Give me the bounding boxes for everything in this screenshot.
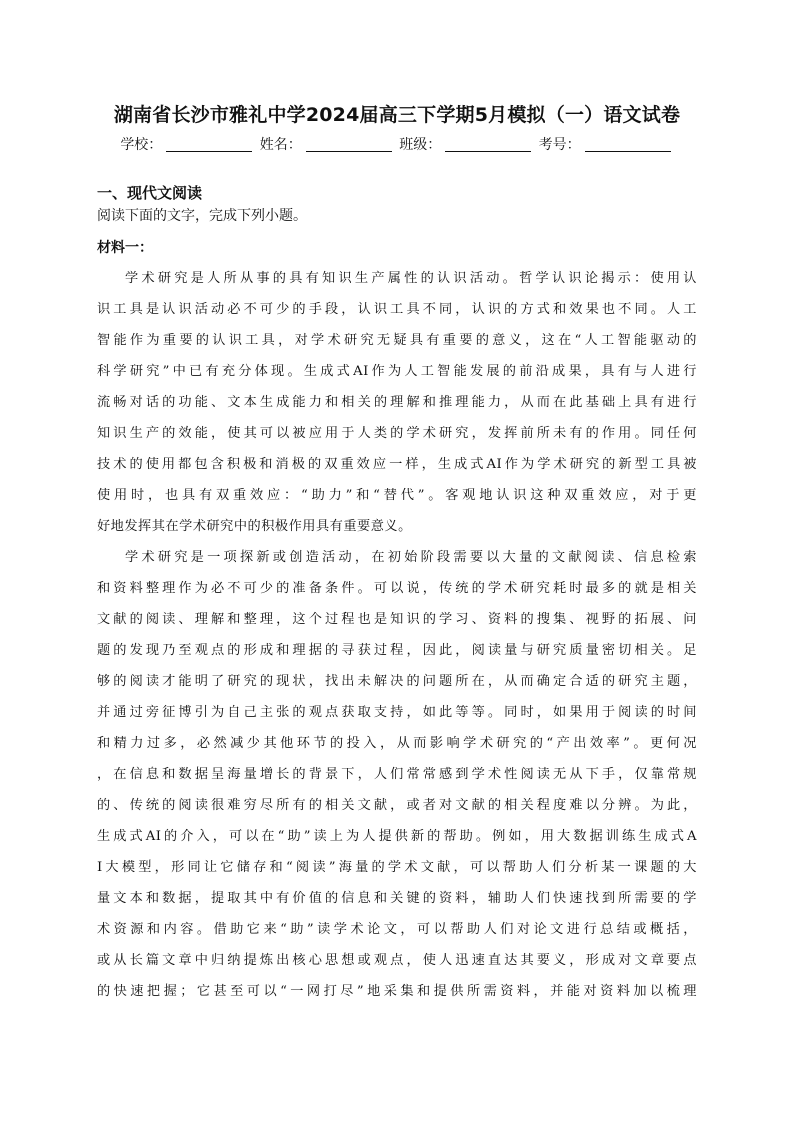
paragraph-line: 够的阅读才能明了研究的现状，找出未解决的问题所在，从而确定合适的研究主题，	[97, 674, 697, 689]
document-title: 湖南省长沙市雅礼中学2024届高三下学期5月模拟（一）语文试卷	[113, 104, 681, 126]
paragraph-1	[97, 263, 697, 542]
section-heading: 一、现代文阅读	[97, 184, 203, 202]
paragraph-line: 和精力过多，必然减少其他环节的投入，从而影响学术研究的“产出效率”。更何况	[97, 736, 697, 751]
paragraph-line: 术资源和内容。借助它来“助”读学术论文，可以帮助人们对论文进行总结或概括，	[97, 922, 697, 937]
exam-number-blank[interactable]	[585, 137, 671, 152]
school-label: 学校：	[120, 137, 163, 153]
paragraph-line: 好地发挥其在学术研究中的积极作用具有重要意义。	[97, 519, 412, 534]
paragraph-line: 生成式AI的介入，可以在“助”读上为人提供新的帮助。例如，用大数据训练生成式A	[97, 829, 697, 844]
class-blank[interactable]	[445, 137, 531, 152]
school-blank[interactable]	[166, 137, 252, 152]
paragraph-line: 题的发现乃至观点的形成和理据的寻获过程，因此，阅读量与研究质量密切相关。足	[97, 643, 697, 658]
exam-number-label: 考号：	[538, 137, 581, 153]
student-info-row	[0, 134, 794, 156]
name-label: 姓名：	[259, 137, 302, 153]
reading-instruction: 阅读下面的文字，完成下列小题。	[97, 208, 307, 224]
paragraph-line: 学术研究是一项探新或创造活动，在初始阶段需要以大量的文献阅读、信息检索	[125, 550, 697, 565]
paragraph-line: 量文本和数据，提取其中有价值的信息和关键的资料，辅助人们快速找到所需要的学	[97, 891, 697, 906]
class-label: 班级：	[399, 137, 442, 153]
paragraph-line: I大模型，形同让它储存和“阅读”海量的学术文献，可以帮助人们分析某一课题的大	[97, 860, 697, 875]
paragraph-line: 技术的使用都包含积极和消极的双重效应一样，生成式AI作为学术研究的新型工具被	[97, 457, 697, 472]
paragraph-line: 使用时，也具有双重效应：“助力”和“替代”。客观地认识这种双重效应，对于更	[97, 488, 697, 503]
paragraph-line: 学术研究是人所从事的具有知识生产属性的认识活动。哲学认识论揭示：使用认	[125, 271, 697, 286]
paragraph-line: 流畅对话的功能、文本生成能力和相关的理解和推理能力，从而在此基础上具有进行	[97, 395, 697, 410]
paragraph-line: 智能作为重要的认识工具，对学术研究无疑具有重要的意义，这在“人工智能驱动的	[97, 333, 697, 348]
paragraph-line: 科学研究”中已有充分体现。生成式AI作为人工智能发展的前沿成果，具有与人进行	[97, 364, 697, 379]
paragraph-line: 识工具是认识活动必不可少的手段，认识工具不同，认识的方式和效果也不同。人工	[97, 302, 697, 317]
paragraph-line: 或从长篇文章中归纳提炼出核心思想或观点，使人迅速直达其要义，形成对文章要点	[97, 953, 697, 968]
name-blank[interactable]	[306, 137, 392, 152]
paragraph-line: ，在信息和数据呈海量增长的背景下，人们常常感到学术性阅读无从下手，仅靠常规	[97, 767, 697, 782]
material-label: 材料一：	[97, 240, 153, 256]
paragraph-line: 和资料整理作为必不可少的准备条件。可以说，传统的学术研究耗时最多的就是相关	[97, 581, 697, 596]
paragraph-line: 的、传统的阅读很难穷尽所有的相关文献，或者对文献的相关程度难以分辨。为此，	[97, 798, 697, 813]
paragraph-line: 知识生产的效能，使其可以被应用于人类的学术研究，发挥前所未有的作用。同任何	[97, 426, 697, 441]
paragraph-line: 的快速把握；它甚至可以“一网打尽”地采集和提供所需资料，并能对资料加以梳理	[97, 984, 697, 999]
paragraph-line: 并通过旁征博引为自己主张的观点获取支持，如此等等。同时，如果用于阅读的时间	[97, 705, 697, 720]
paragraph-2	[97, 542, 697, 1007]
paragraph-line: 文献的阅读、理解和整理，这个过程也是知识的学习、资料的搜集、视野的拓展、问	[97, 612, 697, 627]
